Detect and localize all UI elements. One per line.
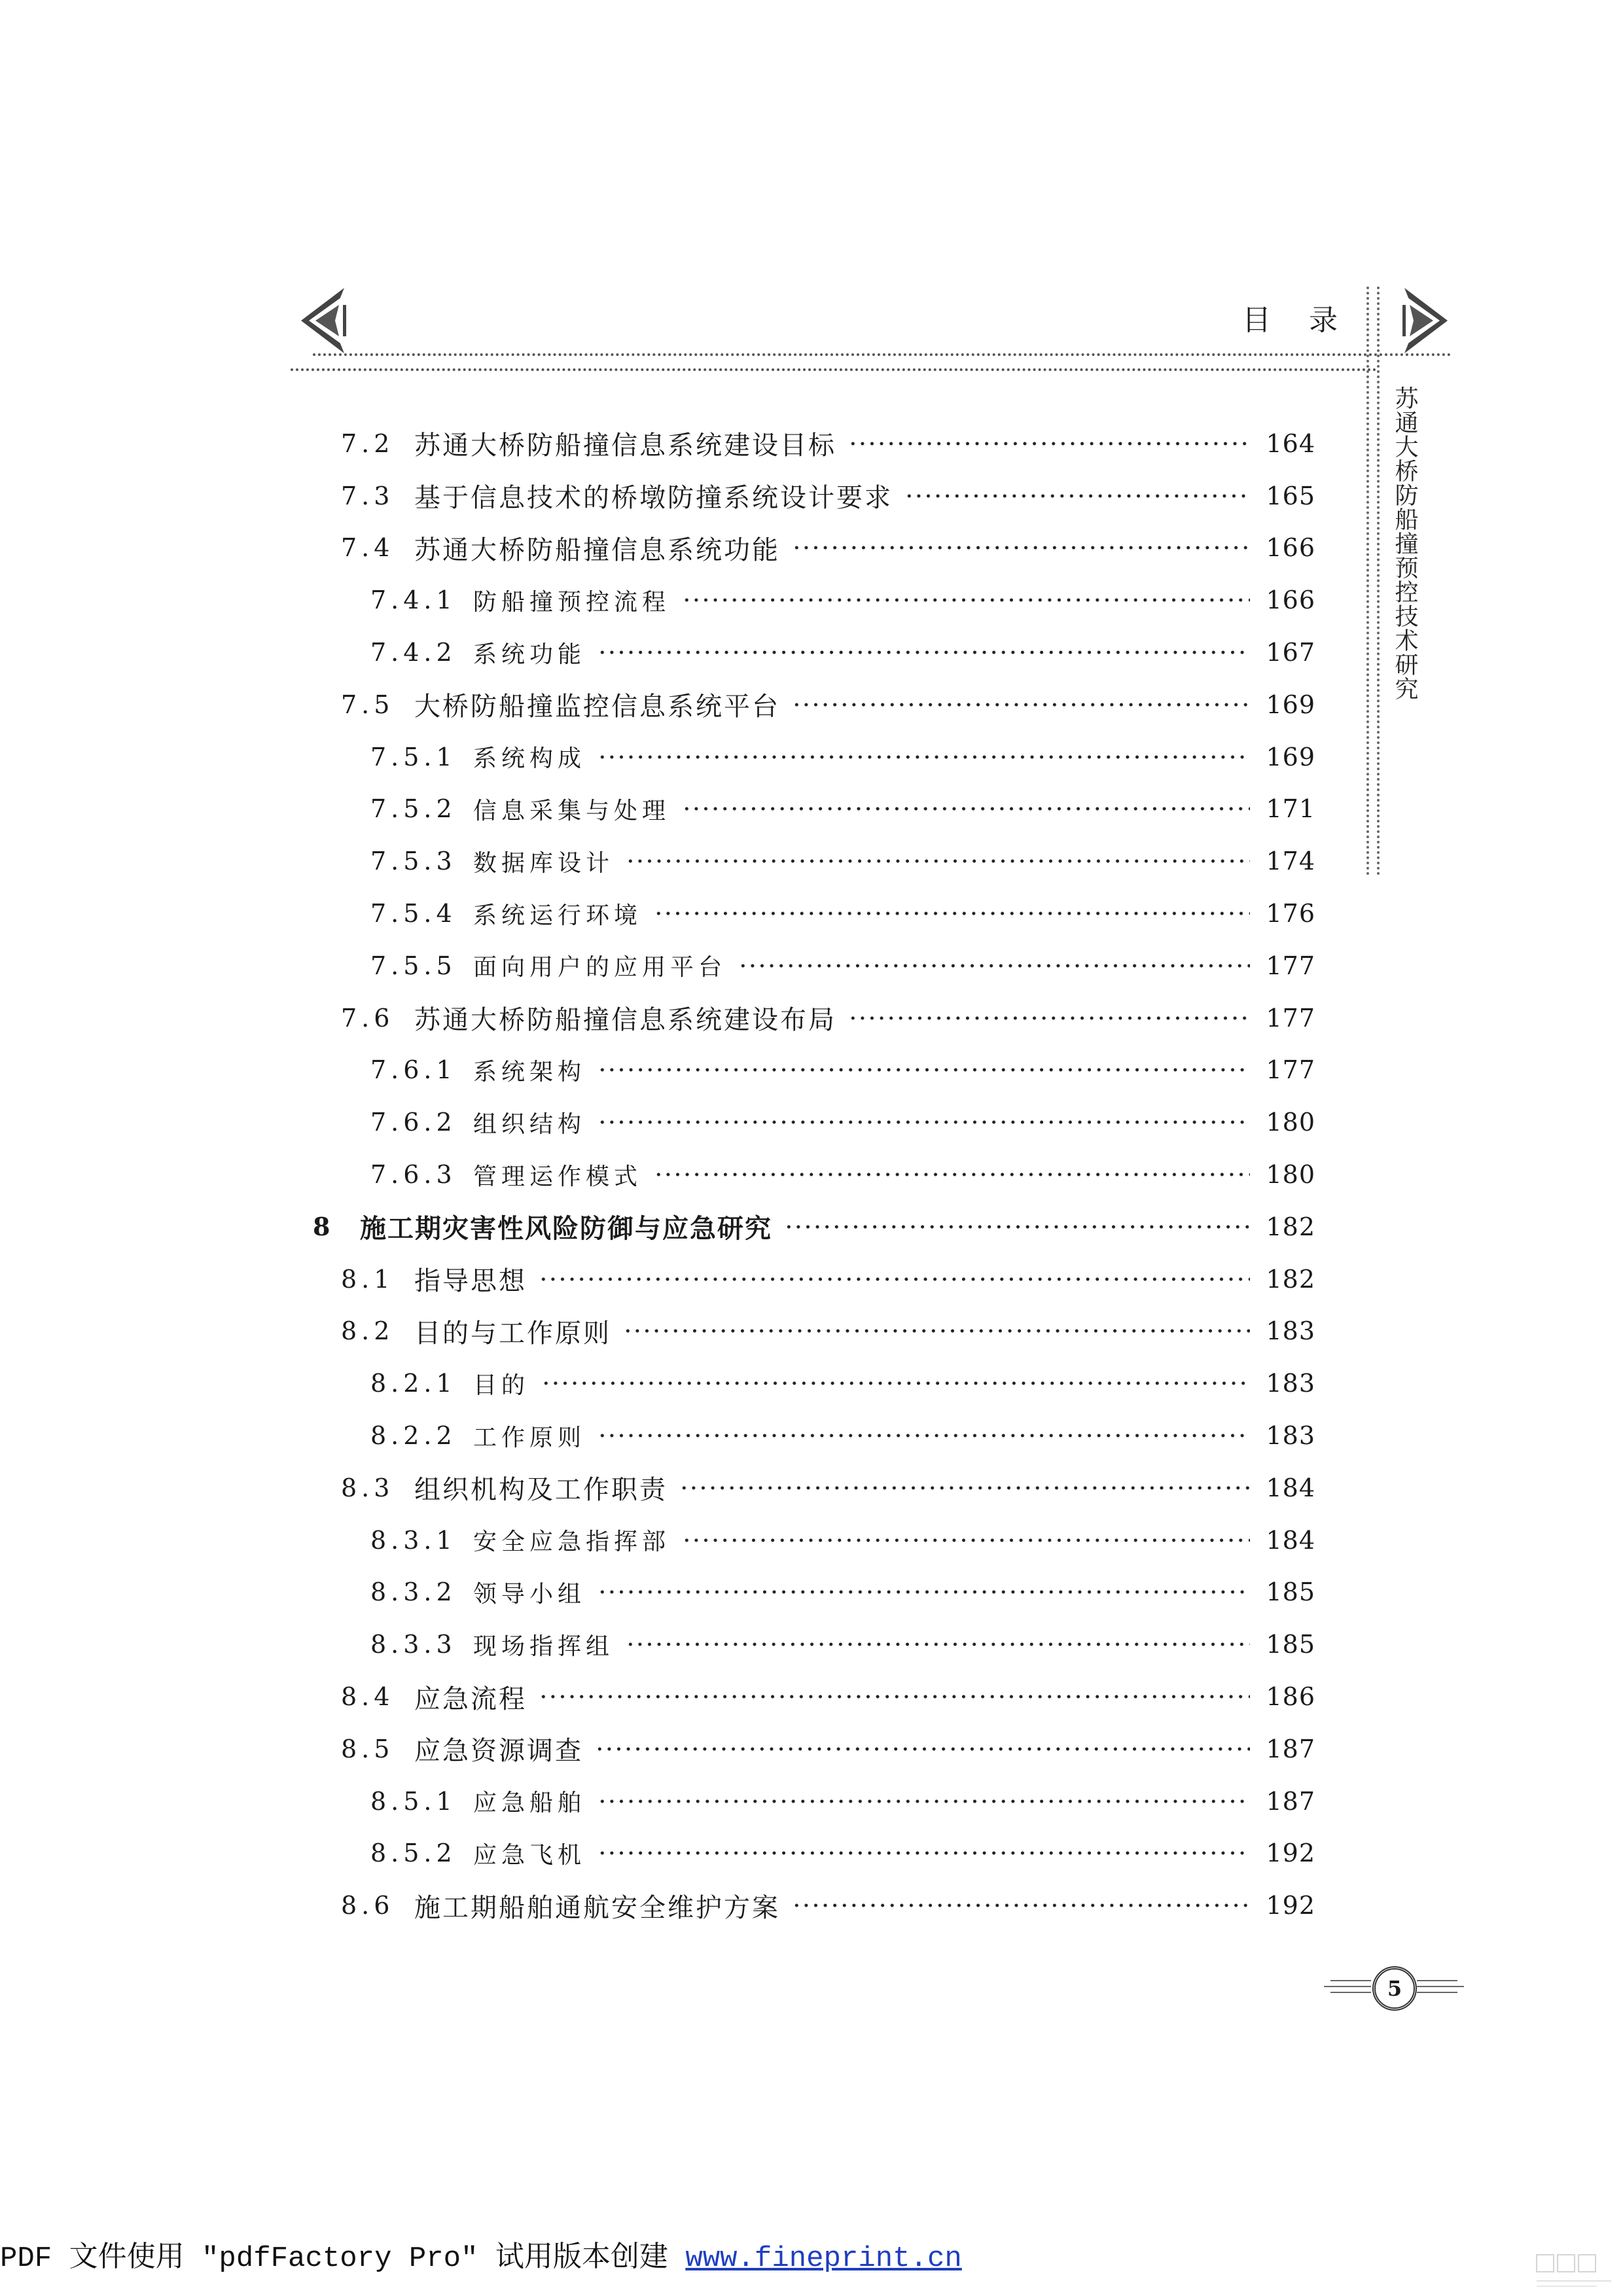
toc-entry-page: 180	[1266, 1160, 1315, 1190]
dot-leader	[654, 1172, 1250, 1177]
toc-entry-title: 工作原则	[473, 1424, 586, 1451]
toc-entry-page: 176	[1266, 899, 1315, 928]
toc-entry-number: 7.6.3	[370, 1160, 457, 1190]
toc-entry-number: 7.4.2	[370, 638, 457, 667]
toc-entry-number: 8.5.1	[370, 1786, 457, 1816]
page-number-rule	[1330, 1992, 1371, 1993]
dot-leader	[626, 1642, 1250, 1647]
toc-entry-page: 184	[1266, 1525, 1315, 1555]
toc-entry-title: 领导小组	[473, 1580, 586, 1608]
dot-leader	[848, 1016, 1250, 1021]
toc-entry-page: 169	[1266, 690, 1315, 719]
header-divider-top	[313, 353, 1452, 356]
toc-entry-number: 8.2	[341, 1316, 395, 1346]
toc-entry	[313, 783, 1315, 836]
toc-entry	[313, 887, 1315, 940]
dot-leader	[682, 806, 1250, 811]
dot-leader	[792, 545, 1250, 550]
toc-entry-title: 目的与工作原则	[414, 1318, 611, 1349]
toc-entry-title: 组织结构	[473, 1110, 586, 1138]
toc-entry-page: 183	[1266, 1316, 1315, 1346]
toc-entry	[313, 1462, 1315, 1514]
header-divider-bottom	[291, 368, 1377, 371]
toc-entry-title: 指导思想	[414, 1266, 527, 1297]
toc-entry-title: 应急流程	[414, 1684, 527, 1714]
toc-entry-number: 8.2.1	[370, 1369, 457, 1398]
toc-entry	[313, 522, 1315, 574]
dot-leader	[597, 754, 1250, 760]
toc-entry-title: 施工期船舶通航安全维护方案	[414, 1892, 780, 1923]
toc-entry-page: 165	[1266, 481, 1315, 510]
toc-entry	[313, 1775, 1315, 1828]
dot-leader	[682, 1538, 1250, 1543]
toc-entry-page: 187	[1266, 1786, 1315, 1816]
toc-entry-title: 大桥防船撞监控信息系统平台	[414, 692, 780, 722]
toc-entry-number: 8.6	[341, 1891, 395, 1920]
toc-entry-page: 167	[1266, 638, 1315, 667]
dot-leader	[597, 650, 1250, 655]
page-number-rule	[1330, 1980, 1371, 1981]
toc-entry	[313, 992, 1315, 1044]
page-title: 目 录	[1242, 304, 1352, 337]
toc-entry-page: 166	[1266, 533, 1315, 563]
toc-entry-page: 192	[1266, 1839, 1315, 1868]
toc-entry-title: 安全应急指挥部	[473, 1528, 671, 1556]
toc-entry	[313, 1305, 1315, 1358]
toc-entry-title: 系统运行环境	[473, 902, 643, 929]
right-fan-ornament-icon	[1400, 285, 1450, 356]
watermark-logo-icon	[1531, 2251, 1616, 2291]
toc-entry-title: 应急资源调查	[414, 1736, 583, 1767]
toc-entry	[313, 626, 1315, 679]
toc-entry	[313, 1618, 1315, 1670]
dot-leader	[595, 1746, 1250, 1752]
dot-leader	[541, 1381, 1250, 1386]
toc-entry-page: 182	[1266, 1264, 1315, 1294]
toc-entry-page: 185	[1266, 1630, 1315, 1659]
toc-entry-number: 7.5.1	[370, 742, 457, 771]
dot-leader	[682, 597, 1250, 603]
toc-entry-title: 苏通大桥防船撞信息系统建设布局	[414, 1005, 836, 1036]
side-divider-right	[1377, 287, 1380, 875]
toc-entry-page: 183	[1266, 1421, 1315, 1451]
toc-entry-page: 177	[1266, 1055, 1315, 1085]
dot-leader	[738, 963, 1250, 968]
toc-entry	[313, 417, 1315, 470]
toc-entry-title: 施工期灾害性风险防御与应急研究	[360, 1214, 772, 1245]
toc-entry-title: 系统功能	[473, 641, 586, 668]
dot-leader	[597, 1067, 1250, 1072]
page-number-rule	[1417, 1992, 1457, 1993]
toc-entry-title: 基于信息技术的桥墩防撞系统设计要求	[414, 483, 893, 514]
toc-entry-number: 7.5.3	[370, 847, 457, 876]
toc-entry	[313, 835, 1315, 887]
page-number-rule	[1417, 1986, 1464, 1987]
toc-entry-title: 苏通大桥防船撞信息系统建设目标	[414, 431, 836, 461]
toc-entry-title: 现场指挥组	[473, 1633, 615, 1660]
toc-entry	[313, 1828, 1315, 1880]
page-number-rule	[1324, 1986, 1371, 1987]
toc-entry-page: 164	[1266, 429, 1315, 458]
toc-entry	[313, 1253, 1315, 1305]
toc-entry-title: 系统构成	[473, 745, 586, 773]
toc-entry-title: 信息采集与处理	[473, 797, 671, 824]
toc-entry-page: 192	[1266, 1891, 1315, 1920]
toc-entry-page: 183	[1266, 1369, 1315, 1398]
toc-entry	[313, 1148, 1315, 1201]
dot-leader	[539, 1694, 1250, 1699]
toc-entry-number: 7.6	[341, 1003, 395, 1033]
dot-leader	[654, 911, 1250, 916]
toc-entry-number: 8.3.2	[370, 1578, 457, 1607]
toc-entry	[313, 731, 1315, 783]
left-fan-ornament-icon	[298, 285, 348, 356]
toc-entry-number: 7.5.4	[370, 899, 457, 928]
toc-entry-page: 166	[1266, 586, 1315, 615]
toc-entry-number: 8.1	[341, 1264, 395, 1294]
pdf-creator-notice	[0, 2244, 962, 2273]
toc-entry-number: 8.3	[341, 1473, 395, 1502]
toc-entry-title: 组织机构及工作职责	[414, 1475, 668, 1506]
toc-chapter-entry	[313, 1201, 1315, 1253]
toc-entry-page: 185	[1266, 1578, 1315, 1607]
toc-entry-number: 7.5.5	[370, 951, 457, 980]
page-number: 5	[1372, 1966, 1417, 2011]
toc-entry	[313, 1409, 1315, 1462]
fineprint-link[interactable]: www.fineprint.cn	[685, 2242, 962, 2275]
toc-entry-title: 管理运作模式	[473, 1163, 643, 1190]
toc-entry-page: 182	[1266, 1212, 1315, 1241]
side-divider-left	[1366, 287, 1369, 875]
toc-entry	[313, 1514, 1315, 1566]
toc-entry	[313, 1096, 1315, 1148]
toc-entry	[313, 1879, 1315, 1932]
toc-entry-number: 7.2	[341, 429, 395, 458]
toc-entry-number: 7.6.2	[370, 1108, 457, 1137]
toc-entry-number: 7.3	[341, 481, 395, 510]
toc-entry-title: 应急飞机	[473, 1841, 586, 1869]
toc-entry	[313, 470, 1315, 522]
toc-entry-number: 7.4.1	[370, 586, 457, 615]
toc-entry-page: 186	[1266, 1682, 1315, 1712]
toc-entry-title: 系统架构	[473, 1058, 586, 1086]
toc-entry-title: 应急船舶	[473, 1790, 586, 1817]
toc-entry	[313, 1044, 1315, 1097]
toc-entry-page: 180	[1266, 1108, 1315, 1137]
dot-leader	[597, 1120, 1250, 1125]
toc-entry-number: 7.4	[341, 533, 395, 563]
book-title-vertical: 苏通大桥防船撞预控技术研究	[1391, 386, 1418, 701]
toc-entry-number: 8.4	[341, 1682, 395, 1712]
dot-leader	[904, 493, 1250, 499]
toc-entry	[313, 574, 1315, 626]
dot-leader	[597, 1799, 1250, 1804]
toc-entry-number: 7.6.1	[370, 1055, 457, 1085]
toc-entry-page: 177	[1266, 1003, 1315, 1033]
toc-entry-number: 7.5	[341, 690, 395, 719]
toc-entry-page: 171	[1266, 794, 1315, 824]
toc-entry-number: 8.3.3	[370, 1630, 457, 1659]
dot-leader	[623, 1328, 1250, 1333]
dot-leader	[679, 1485, 1250, 1491]
dot-leader	[784, 1224, 1250, 1229]
dot-leader	[597, 1589, 1250, 1595]
page-number-rule	[1417, 1980, 1457, 1981]
toc-entry-page: 174	[1266, 847, 1315, 876]
toc-entry-number: 8.2.2	[370, 1421, 457, 1451]
toc-entry-title: 苏通大桥防船撞信息系统功能	[414, 535, 780, 565]
dot-leader	[792, 702, 1250, 707]
dot-leader	[792, 1903, 1250, 1908]
toc-entry-number: 8.3.1	[370, 1525, 457, 1555]
toc-entry-number: 7.5.2	[370, 794, 457, 824]
toc-entry-page: 187	[1266, 1734, 1315, 1763]
toc-entry-number: 8.5	[341, 1734, 395, 1763]
toc-entry-title: 目的	[473, 1371, 530, 1399]
toc-entry	[313, 1670, 1315, 1723]
toc-entry-page: 177	[1266, 951, 1315, 980]
dot-leader	[848, 441, 1250, 446]
dot-leader	[597, 1433, 1250, 1438]
dot-leader	[597, 1850, 1250, 1856]
table-of-contents	[313, 417, 1315, 1932]
pdf-creator-text: PDF 文件使用 ″pdfFactory Pro″ 试用版本创建	[0, 2242, 686, 2275]
toc-entry-page: 169	[1266, 742, 1315, 771]
toc-entry	[313, 1723, 1315, 1775]
toc-entry	[313, 940, 1315, 992]
toc-entry	[313, 679, 1315, 731]
toc-entry-number: 8	[313, 1212, 330, 1242]
toc-entry-title: 数据库设计	[473, 849, 615, 877]
toc-entry-number: 8.5.2	[370, 1839, 457, 1868]
toc-entry-page: 184	[1266, 1473, 1315, 1502]
dot-leader	[539, 1277, 1250, 1282]
toc-entry	[313, 1357, 1315, 1409]
toc-entry-title: 面向用户的应用平台	[473, 954, 727, 981]
toc-entry-title: 防船撞预控流程	[473, 588, 671, 616]
toc-entry	[313, 1566, 1315, 1619]
dot-leader	[626, 858, 1250, 864]
